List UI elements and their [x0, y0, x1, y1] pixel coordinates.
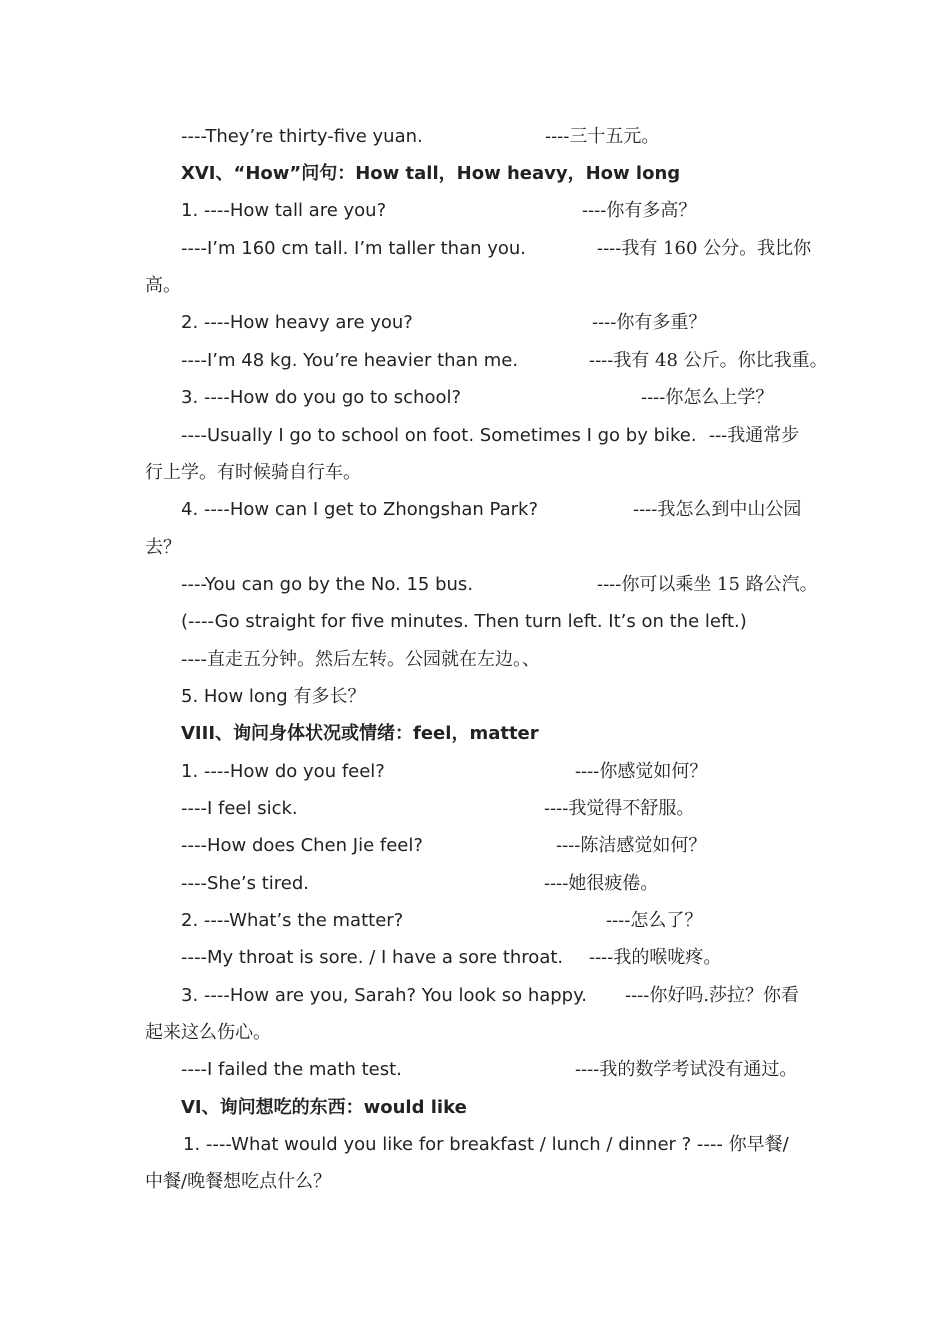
sentence-en: 5. How long 有多长？ [181, 686, 366, 707]
sentence-en: 1. ----What would you like for breakfast / lunch / dinner ? ---- 你早餐/ [183, 1134, 789, 1155]
sentence-cn: ----陈洁感觉如何？ [556, 835, 707, 856]
sentence-en: ----My throat is sore. / I have a sore throat. [181, 947, 564, 968]
sentence-en: ----How does Chen Jie feel? [181, 835, 423, 856]
sentence-en: ----I’m 48 kg. You’re heavier than me. [181, 350, 519, 371]
sentence-en: ----She’s tired. [181, 873, 309, 894]
sentence-cn: ----你有多重？ [592, 312, 707, 333]
sentence-cn: ---我通常步 [709, 425, 800, 446]
sentence-cn: ----你好吗.莎拉？你看 [625, 985, 800, 1006]
sentence-cn: ----你感觉如何？ [575, 761, 708, 782]
sentence-cn-continued: 中餐/晚餐想吃点什么？ [145, 1171, 332, 1192]
sentence-cn: ----我的喉咙疼。 [589, 947, 722, 968]
sentence-cn: ----直走五分钟。然后左转。公园就在左边。、 [181, 649, 540, 670]
sentence-en: 4. ----How can I get to Zhongshan Park? [181, 499, 539, 520]
sentence-cn: ----她很疲倦。 [544, 873, 659, 894]
sentence-cn: ----你有多高？ [582, 200, 697, 221]
sentence-cn: ----你可以乘坐 15 路公汽。 [597, 574, 818, 595]
sentence-cn: ----我觉得不舒服。 [544, 798, 695, 819]
sentence-en: 2. ----What’s the matter? [181, 910, 404, 931]
section-heading: VI、询问想吃的东西：would like [181, 1097, 467, 1118]
sentence-en: ----Usually I go to school on foot. Sometimes I go by bike. [181, 425, 697, 446]
sentence-en: ----I feel sick. [181, 798, 298, 819]
section-heading: XVI、“How”问句：How tall，How heavy，How long [181, 163, 681, 184]
sentence-en: ----They’re thirty-five yuan. [181, 126, 423, 147]
sentence-cn-continued: 起来这么伤心。 [145, 1022, 271, 1043]
sentence-cn: ----我的数学考试没有通过。 [575, 1059, 798, 1080]
sentence-en: 1. ----How do you feel? [181, 761, 385, 782]
sentence-cn: ----我有 48 公斤。你比我重。 [589, 350, 828, 371]
sentence-en: 3. ----How do you go to school? [181, 387, 462, 408]
sentence-en: ----I failed the math test. [181, 1059, 402, 1080]
sentence-cn-continued: 行上学。有时候骑自行车。 [145, 462, 361, 483]
sentence-cn: ----怎么了？ [606, 910, 703, 931]
sentence-cn-continued: 高。 [145, 275, 181, 296]
sentence-cn: ----我怎么到中山公园 [633, 499, 802, 520]
sentence-en: ----I’m 160 cm tall. I’m taller than you. [181, 238, 527, 259]
sentence-en: 3. ----How are you, Sarah? You look so happy. [181, 985, 587, 1006]
sentence-en: 1. ----How tall are you? [181, 200, 387, 221]
sentence-en: (----Go straight for five minutes. Then turn left. It’s on the left.) [181, 611, 747, 632]
sentence-en: 2. ----How heavy are you? [181, 312, 413, 333]
section-heading: VIII、询问身体状况或情绪：feel，matter [181, 723, 539, 744]
sentence-cn: ----我有 160 公分。我比你 [597, 238, 812, 259]
sentence-cn: ----你怎么上学？ [641, 387, 774, 408]
sentence-cn: ----三十五元。 [545, 126, 660, 147]
sentence-cn-continued: 去？ [145, 537, 181, 558]
sentence-en: ----You can go by the No. 15 bus. [181, 574, 474, 595]
